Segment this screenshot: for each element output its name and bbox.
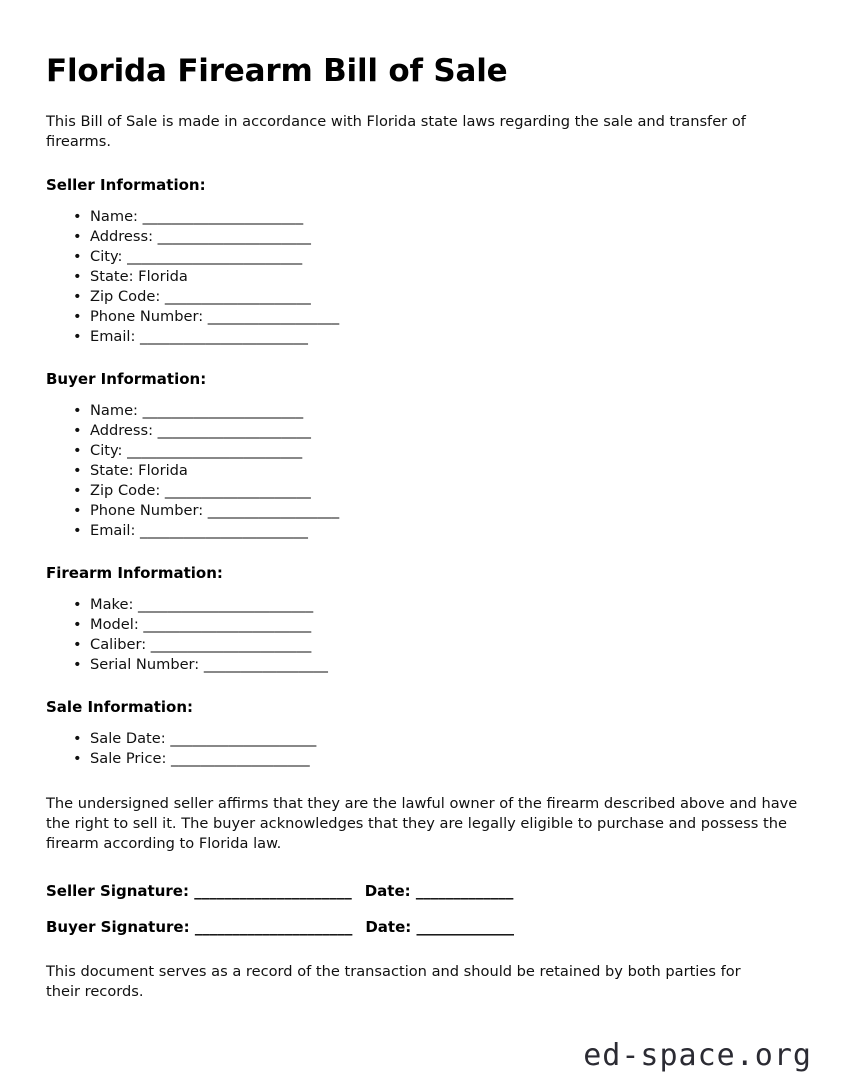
site-watermark: ed-space.org [583,1038,812,1073]
buyer-field-list [46,401,798,541]
firearm-field-list [46,595,798,675]
field-blank-line[interactable]: ______________________ [137,401,304,419]
buyer-date-label: Date: [365,917,412,936]
field-label: Name: [90,207,138,225]
field-blank-line[interactable]: __________________ [203,501,340,519]
field-blank-line[interactable]: ________________________ [133,595,314,613]
field-label: Address: [90,421,154,439]
field-label: Model: [90,615,139,633]
field-label: Email: [90,327,136,345]
field-firearm-model [46,615,798,635]
field-sale-date [46,729,798,749]
buyer-signature-row [46,917,798,937]
buyer-signature-line[interactable]: _____________________ [189,917,353,936]
field-seller-city [46,247,798,267]
field-label: State: [90,267,134,285]
field-label: Phone Number: [90,307,204,325]
field-label: Address: [90,227,154,245]
buyer-date-line[interactable]: _____________ [411,917,514,936]
document-content [46,0,798,1002]
field-value: Florida [133,267,188,285]
field-label: Email: [90,521,136,539]
intro-paragraph: This Bill of Sale is made in accordance with Florida state laws regarding the sale and transfer of firearms. [46,112,746,150]
field-value: Florida [133,461,188,479]
buyer-signature-label: Buyer Signature: [46,917,190,936]
field-blank-line[interactable]: ____________________ [160,287,311,305]
seller-section-heading: Seller Information: [46,175,206,194]
field-label: Serial Number: [90,655,200,673]
field-seller-address [46,227,798,247]
field-seller-name [46,207,798,227]
field-blank-line[interactable]: ___________________ [166,749,310,767]
field-label: City: [90,441,123,459]
field-blank-line[interactable]: ____________________ [165,729,317,747]
buyer-section-heading: Buyer Information: [46,369,207,388]
field-seller-state [46,267,798,287]
seller-date-label: Date: [364,881,411,900]
field-buyer-city [46,441,798,461]
field-blank-line[interactable]: _______________________ [138,615,312,633]
field-label: Zip Code: [90,287,161,305]
field-blank-line[interactable]: ______________________ [137,207,304,225]
seller-signature-label: Seller Signature: [46,881,189,900]
affirmation-paragraph: The undersigned seller affirms that they are the lawful owner of the firearm described above and have the right to sell it. The buyer acknowledges that they are legally eligible to purchase and possess the firearm according to Florida law. [46,794,798,852]
field-blank-line[interactable]: _____________________ [153,227,311,245]
field-firearm-caliber [46,635,798,655]
field-blank-line[interactable]: ________________________ [122,441,303,459]
field-firearm-make [46,595,798,615]
field-buyer-name [46,401,798,421]
field-label: Phone Number: [90,501,204,519]
field-buyer-state [46,461,798,481]
field-label: Zip Code: [90,481,161,499]
field-blank-line[interactable]: __________________ [203,307,340,325]
field-seller-zip [46,287,798,307]
field-blank-line[interactable]: _______________________ [135,327,308,345]
field-blank-line[interactable]: _________________ [199,655,328,673]
seller-signature-line[interactable]: _____________________ [188,881,352,900]
sale-field-list [46,729,798,769]
field-blank-line[interactable]: ____________________ [160,481,311,499]
field-label: Make: [90,595,134,613]
seller-field-list [46,207,798,347]
field-label: Name: [90,401,138,419]
field-seller-email [46,327,798,347]
field-sale-price [46,749,798,769]
field-blank-line[interactable]: _______________________ [135,521,308,539]
field-firearm-serial-number [46,655,798,675]
firearm-section-heading: Firearm Information: [46,563,223,582]
sale-section-heading: Sale Information: [46,697,193,716]
seller-date-line[interactable]: _____________ [410,881,514,900]
field-label: Caliber: [90,635,147,653]
field-buyer-email [46,521,798,541]
field-blank-line[interactable]: _____________________ [153,421,311,439]
closing-paragraph: This document serves as a record of the transaction and should be retained by both parties for their records. [46,962,741,1000]
field-label: City: [90,247,123,265]
page-title: Florida Firearm Bill of Sale [46,53,508,89]
field-blank-line[interactable]: ______________________ [146,635,312,653]
field-label: Sale Date: [90,729,166,747]
seller-signature-row [46,881,798,901]
field-label: Sale Price: [90,749,167,767]
field-buyer-phone [46,501,798,521]
field-label: State: [90,461,134,479]
field-seller-phone [46,307,798,327]
field-buyer-address [46,421,798,441]
field-blank-line[interactable]: ________________________ [122,247,303,265]
field-buyer-zip [46,481,798,501]
